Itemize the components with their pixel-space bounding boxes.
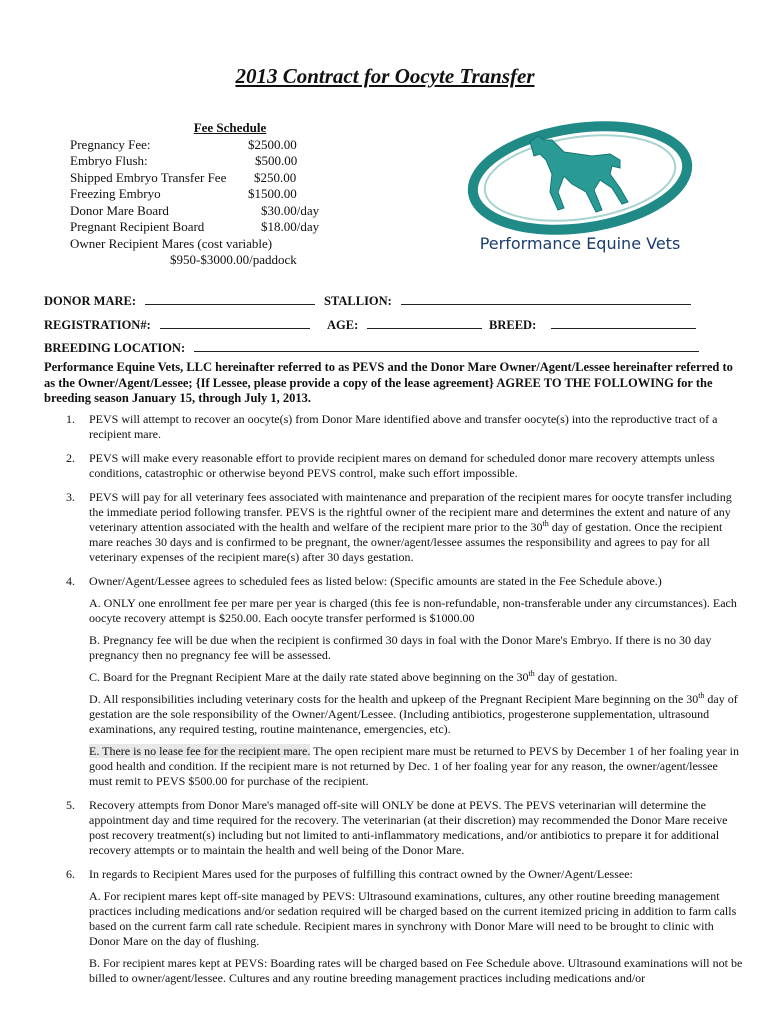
breed-row: [489, 317, 696, 333]
age-label: AGE:: [327, 318, 359, 332]
breeding-location-row: [44, 340, 699, 356]
item-number: 6.: [66, 867, 75, 881]
item-text-part: PEVS will pay for all veterinary fees associated with maintenance and preparation of the recipient mares for oocyte transfer including the immediate period following transfer. PEVS is the rightful owner of the recipient mare and determines the extent and nature of any veterinary attention associated with the health and welfare of the recipient mare prior to the 30: [89, 490, 732, 534]
item-text: In regards to Recipient Mares used for the purposes of fulfilling this contract owned by the Owner/Agent/Lessee:: [89, 867, 633, 881]
fee-name: Pregnant Recipient Board: [70, 219, 205, 234]
registration-row: [44, 317, 310, 333]
sub-text-part: D. All responsibilities including veterinary costs for the health and upkeep of the Pregnant Recipient Mare beginning on the 30: [89, 692, 699, 706]
item-text: PEVS will make every reasonable effort to provide recipient mares on demand for scheduled donor mare recovery attempts unless conditions, catastrophic or otherwise beyond PEVS control, make such effort impossible.: [89, 451, 715, 480]
fee-row: [70, 203, 340, 220]
stallion-label: STALLION:: [324, 294, 392, 308]
donor-mare-label: DONOR MARE:: [44, 294, 137, 308]
sub-item-b: B. For recipient mares kept at PEVS: Boarding rates will be charged based on Fee Schedule above. Ultrasound examinations will not be billed to owner/agent/lessee. Cultures and any routine breeding management practices including medications and/or: [89, 956, 743, 985]
list-item: [44, 490, 744, 565]
fee-row: [70, 137, 340, 154]
sub-text-part: C. Board for the Pregnant Recipient Mare at the daily rate stated above beginning on the 30: [89, 670, 529, 684]
sub-item-d: [89, 692, 744, 737]
item-text: PEVS will attempt to recover an oocyte(s) from Donor Mare identified above and transfer oocyte(s) into the reproductive tract of a recipient mare.: [89, 412, 718, 441]
fee-value: $2500.00: [248, 136, 297, 152]
registration-label: REGISTRATION#:: [44, 318, 151, 332]
fee-schedule: [70, 120, 340, 269]
item-text: Recovery attempts from Donor Mare's managed off-site will ONLY be done at PEVS. The PEVS veterinarian will determine the appointment day and time required for the recovery. The veterinarian (at their discretion) may recommended the Donor Mare receive post recovery treatment(s) including but not limited to anti-inflammatory medications, and/or antibiotics to prepare it for additional recovery attempts or to maintain the health and well being of the Donor Mare.: [89, 798, 728, 857]
item-text-part: day of gestation. Once the recipient mare reaches 30 days and is confirmed to be pregnant, the owner/agent/lessee assumes the responsibility and agrees to pay for all veterinary expenses of the recipient mare(s) after 30 days gestation.: [89, 520, 723, 564]
sub-item-b: B. Pregnancy fee will be due when the recipient is confirmed 30 days in foal with the Donor Mare's Embryo. If there is no 30 day pregnancy then no pregnancy fee will be assessed.: [89, 633, 712, 662]
fee-value: $1500.00: [248, 186, 297, 201]
item-text: Owner/Agent/Lessee agrees to scheduled fees as listed below: (Specific amounts are stated in the Fee Schedule above.): [89, 574, 662, 588]
breeding-location-label: BREEDING LOCATION:: [44, 341, 186, 355]
fee-owner-value: $950-$3000.00/paddock: [170, 252, 297, 267]
fee-name: Freezing Embryo: [70, 186, 161, 201]
logo-text: Performance Equine Vets: [479, 234, 681, 253]
sub-text-part: day of gestation are the sole responsibility of the Owner/Agent/Lessee. (Including antibiotics, progesterone supplementation, ultrasound examinations, any required testing, routine maintenance, emergencies, etc).: [89, 692, 738, 736]
fee-value: $30.00/day: [261, 202, 320, 218]
item-number: 1.: [66, 412, 75, 426]
list-item: [44, 451, 744, 481]
fee-name: Donor Mare Board: [70, 202, 169, 218]
age-row: [327, 317, 482, 333]
page-title: 2013 Contract for Oocyte Transfer: [235, 64, 535, 88]
stallion-row: [324, 293, 691, 309]
terms-list: [44, 412, 744, 995]
fee-row: [70, 186, 340, 203]
donor-mare-input[interactable]: [145, 293, 315, 305]
intro-paragraph: Performance Equine Vets, LLC hereinafter referred to as PEVS and the Donor Mare Owner/Agent/Lessee hereinafter referred to as the Owner/Agent/Lessee; {If Lessee, please provide a copy of the lease agreement} AGREE TO THE FOLLOWING for the breeding season January 15, through July 1, 2013.: [44, 360, 733, 405]
stallion-input[interactable]: [401, 293, 691, 305]
fee-schedule-heading: Fee Schedule: [193, 120, 267, 135]
breed-input[interactable]: [551, 317, 696, 329]
item-text-block: [89, 867, 744, 986]
superscript: th: [698, 691, 705, 700]
sub-text-part: day of gestation.: [534, 670, 618, 684]
item-number: 2.: [66, 451, 75, 465]
sub-item-a: A. For recipient mares kept off-site managed by PEVS: Ultrasound examinations, cultures, any other routine breeding management practices including medications and/or sedation required will be charged based on the current itemized pricing in addition to farm calls based on the current farm call rate schedule. Recipient mares in synchrony with Donor Mare will need to be brought to clinic with Donor Mare on the day of flushing.: [89, 889, 737, 948]
fee-name: Shipped Embryo Transfer Fee: [70, 169, 227, 185]
fee-name: Embryo Flush:: [70, 153, 148, 168]
list-item: [44, 412, 744, 442]
age-input[interactable]: [367, 317, 482, 329]
fee-value: $18.00/day: [261, 219, 320, 234]
breed-label: BREED:: [489, 318, 537, 332]
registration-input[interactable]: [160, 317, 310, 329]
donor-mare-row: [44, 293, 315, 309]
item-number: 5.: [66, 798, 75, 812]
highlighted-text: E. There is no lease fee for the recipient mare.: [89, 744, 311, 758]
superscript: th: [542, 519, 549, 528]
fee-value: $500.00: [255, 153, 298, 168]
item-number: 4.: [66, 574, 75, 588]
list-item: [44, 867, 744, 986]
item-number: 3.: [66, 490, 75, 504]
item-text: [89, 490, 744, 565]
sub-text-part: The open recipient mare must be returned to PEVS by December 1 of her foaling year in good health and condition. If the recipient mare is not returned by Dec. 1 of her foaling year for any reason, the owner/agent/lessee must remit to PEVS $500.00 for purchase of the recipient.: [89, 744, 739, 788]
breeding-location-input[interactable]: [194, 340, 699, 352]
superscript: th: [528, 669, 535, 678]
list-item: [44, 574, 744, 789]
fee-owner-line: Owner Recipient Mares (cost variable): [70, 235, 273, 251]
fee-value: $250.00: [254, 169, 297, 185]
item-text-block: [89, 574, 744, 789]
sub-item-c: [89, 670, 744, 685]
fee-name: Pregnancy Fee:: [70, 136, 151, 152]
sub-item-a: A. ONLY one enrollment fee per mare per year is charged (this fee is non-refundable, non-transferable under any circumstances). Each oocyte recovery attempt is $250.00. Each oocyte transfer performed is $1000.00: [89, 596, 737, 625]
fee-row: [70, 153, 340, 170]
list-item: [44, 798, 744, 858]
fee-row: [70, 219, 340, 236]
fee-row: [70, 170, 340, 187]
sub-item-e: [89, 744, 744, 789]
